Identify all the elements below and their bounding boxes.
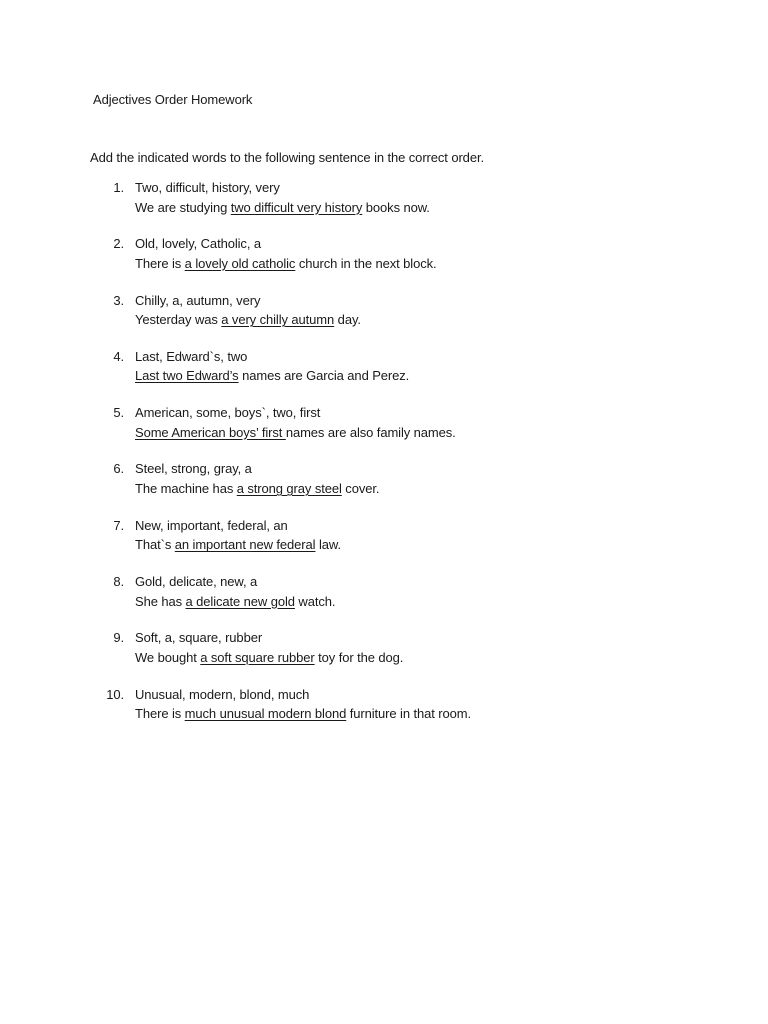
exercise-item: [0, 574, 768, 630]
item-words: Soft, a, square, rubber: [135, 630, 263, 646]
item-words: Chilly, a, autumn, very: [135, 292, 261, 308]
sentence-before: The machine has: [135, 480, 237, 496]
item-words: New, important, federal, an: [135, 517, 288, 533]
item-words: American, some, boys`, two, first: [135, 405, 321, 421]
exercise-item: [0, 236, 768, 292]
exercise-item: [0, 349, 768, 405]
sentence-before: We are studying: [135, 199, 231, 215]
item-words: Last, Edward`s, two: [135, 348, 248, 364]
underlined-answer: an important new federal: [174, 537, 316, 553]
sentence-before: We bought: [135, 649, 201, 665]
underlined-answer: a soft square rubber: [200, 649, 315, 665]
sentence-after: day.: [334, 312, 361, 328]
item-sentence: [135, 312, 361, 327]
sentence-after: law.: [315, 537, 341, 553]
item-number: 5.: [113, 405, 124, 421]
exercise-item: [0, 461, 768, 517]
item-sentence: [135, 481, 379, 496]
item-sentence: [135, 537, 341, 552]
item-sentence: [135, 256, 437, 271]
sentence-after: names are also family names.: [285, 424, 456, 440]
underlined-answer: two difficult very history: [230, 199, 363, 215]
item-words: Two, difficult, history, very: [135, 180, 280, 195]
item-number: 3.: [113, 292, 124, 308]
item-sentence: [135, 706, 471, 721]
item-number: 6.: [113, 461, 124, 477]
exercise-list: [0, 180, 768, 743]
item-words: Old, lovely, Catholic, a: [135, 236, 261, 252]
item-words: Steel, strong, gray, a: [135, 461, 252, 477]
sentence-before: There is: [135, 706, 185, 722]
item-number: 9.: [113, 630, 124, 646]
item-number: 10.: [106, 686, 124, 702]
sentence-after: names are Garcia and Perez.: [238, 368, 410, 384]
item-number: 2.: [113, 236, 124, 252]
item-words: Unusual, modern, blond, much: [135, 686, 310, 702]
underlined-answer: a delicate new gold: [185, 593, 295, 609]
exercise-item: [0, 180, 768, 236]
underlined-answer: a very chilly autumn: [221, 312, 335, 328]
exercise-item: [0, 630, 768, 686]
underlined-answer: Last two Edward’s: [135, 368, 239, 384]
sentence-after: books now.: [362, 199, 430, 215]
document-title: Adjectives Order Homework: [93, 92, 253, 107]
underlined-answer: a lovely old catholic: [184, 255, 296, 271]
exercise-item: [0, 293, 768, 349]
item-sentence: [135, 368, 409, 383]
item-sentence: [135, 425, 456, 440]
sentence-after: cover.: [341, 480, 380, 496]
sentence-after: church in the next block.: [295, 255, 437, 271]
underlined-answer: Some American boys’ first: [135, 424, 286, 440]
exercise-item: [0, 518, 768, 574]
underlined-answer: a strong gray steel: [236, 480, 342, 496]
sentence-before: Yesterday was: [135, 312, 222, 328]
underlined-answer: much unusual modern blond: [184, 706, 347, 722]
exercise-item: [0, 405, 768, 461]
instructions-text: Add the indicated words to the following sentence in the correct order.: [90, 150, 484, 165]
sentence-after: furniture in that room.: [346, 706, 472, 722]
item-number: 4.: [113, 348, 124, 364]
item-sentence: [135, 594, 335, 609]
sentence-after: watch.: [294, 593, 336, 609]
item-sentence: [135, 650, 403, 665]
item-sentence: [135, 200, 430, 215]
item-number: 8.: [113, 574, 124, 590]
exercise-item: [0, 687, 768, 743]
sentence-before: That`s: [135, 537, 175, 553]
sentence-before: There is: [135, 255, 185, 271]
item-number: 7.: [113, 517, 124, 533]
sentence-before: She has: [135, 593, 186, 609]
sentence-after: toy for the dog.: [314, 649, 404, 665]
item-number: 1.: [113, 180, 124, 195]
item-words: Gold, delicate, new, a: [135, 574, 258, 590]
